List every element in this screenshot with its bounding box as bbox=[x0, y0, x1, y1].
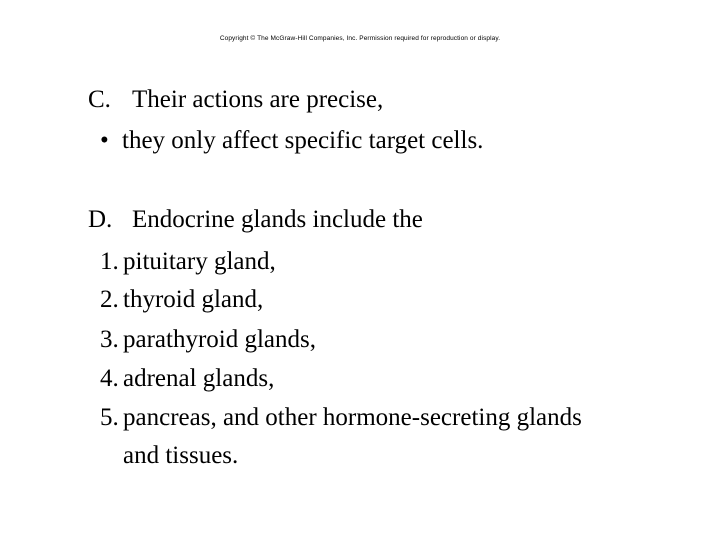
list-item bbox=[100, 325, 317, 355]
list-item-number: 1. bbox=[100, 248, 119, 275]
section-c-bullet-item bbox=[100, 126, 484, 156]
list-item bbox=[100, 247, 276, 277]
section-d-text: Endocrine glands include the bbox=[132, 206, 423, 233]
section-d-heading bbox=[88, 205, 423, 235]
list-item bbox=[100, 364, 275, 394]
list-item-number: 4. bbox=[100, 365, 119, 392]
list-item-number: 3. bbox=[100, 326, 119, 353]
section-c-text: Their actions are precise, bbox=[132, 86, 384, 113]
list-item-text: thyroid gland, bbox=[123, 286, 264, 313]
section-d-label: D. bbox=[88, 206, 113, 233]
list-item-number: 2. bbox=[100, 286, 119, 313]
list-item-text: parathyroid glands, bbox=[123, 326, 317, 353]
section-c-label: C. bbox=[88, 86, 111, 113]
list-item-text: pancreas, and other hormone-secreting glands bbox=[123, 404, 582, 431]
list-item bbox=[100, 285, 264, 315]
list-item-number: 5. bbox=[100, 404, 119, 431]
list-item-text: adrenal glands, bbox=[123, 365, 275, 392]
copyright-notice: Copyright © The McGraw-Hill Companies, Inc. Permission required for reproduction or display. bbox=[219, 35, 501, 42]
list-item-text: pituitary gland, bbox=[123, 248, 276, 275]
list-item bbox=[100, 403, 582, 433]
section-c-heading bbox=[88, 85, 384, 115]
bullet-icon: • bbox=[100, 127, 109, 154]
list-item-continuation: and tissues. bbox=[123, 442, 239, 469]
section-c-bullet-text: they only affect specific target cells. bbox=[122, 127, 484, 154]
